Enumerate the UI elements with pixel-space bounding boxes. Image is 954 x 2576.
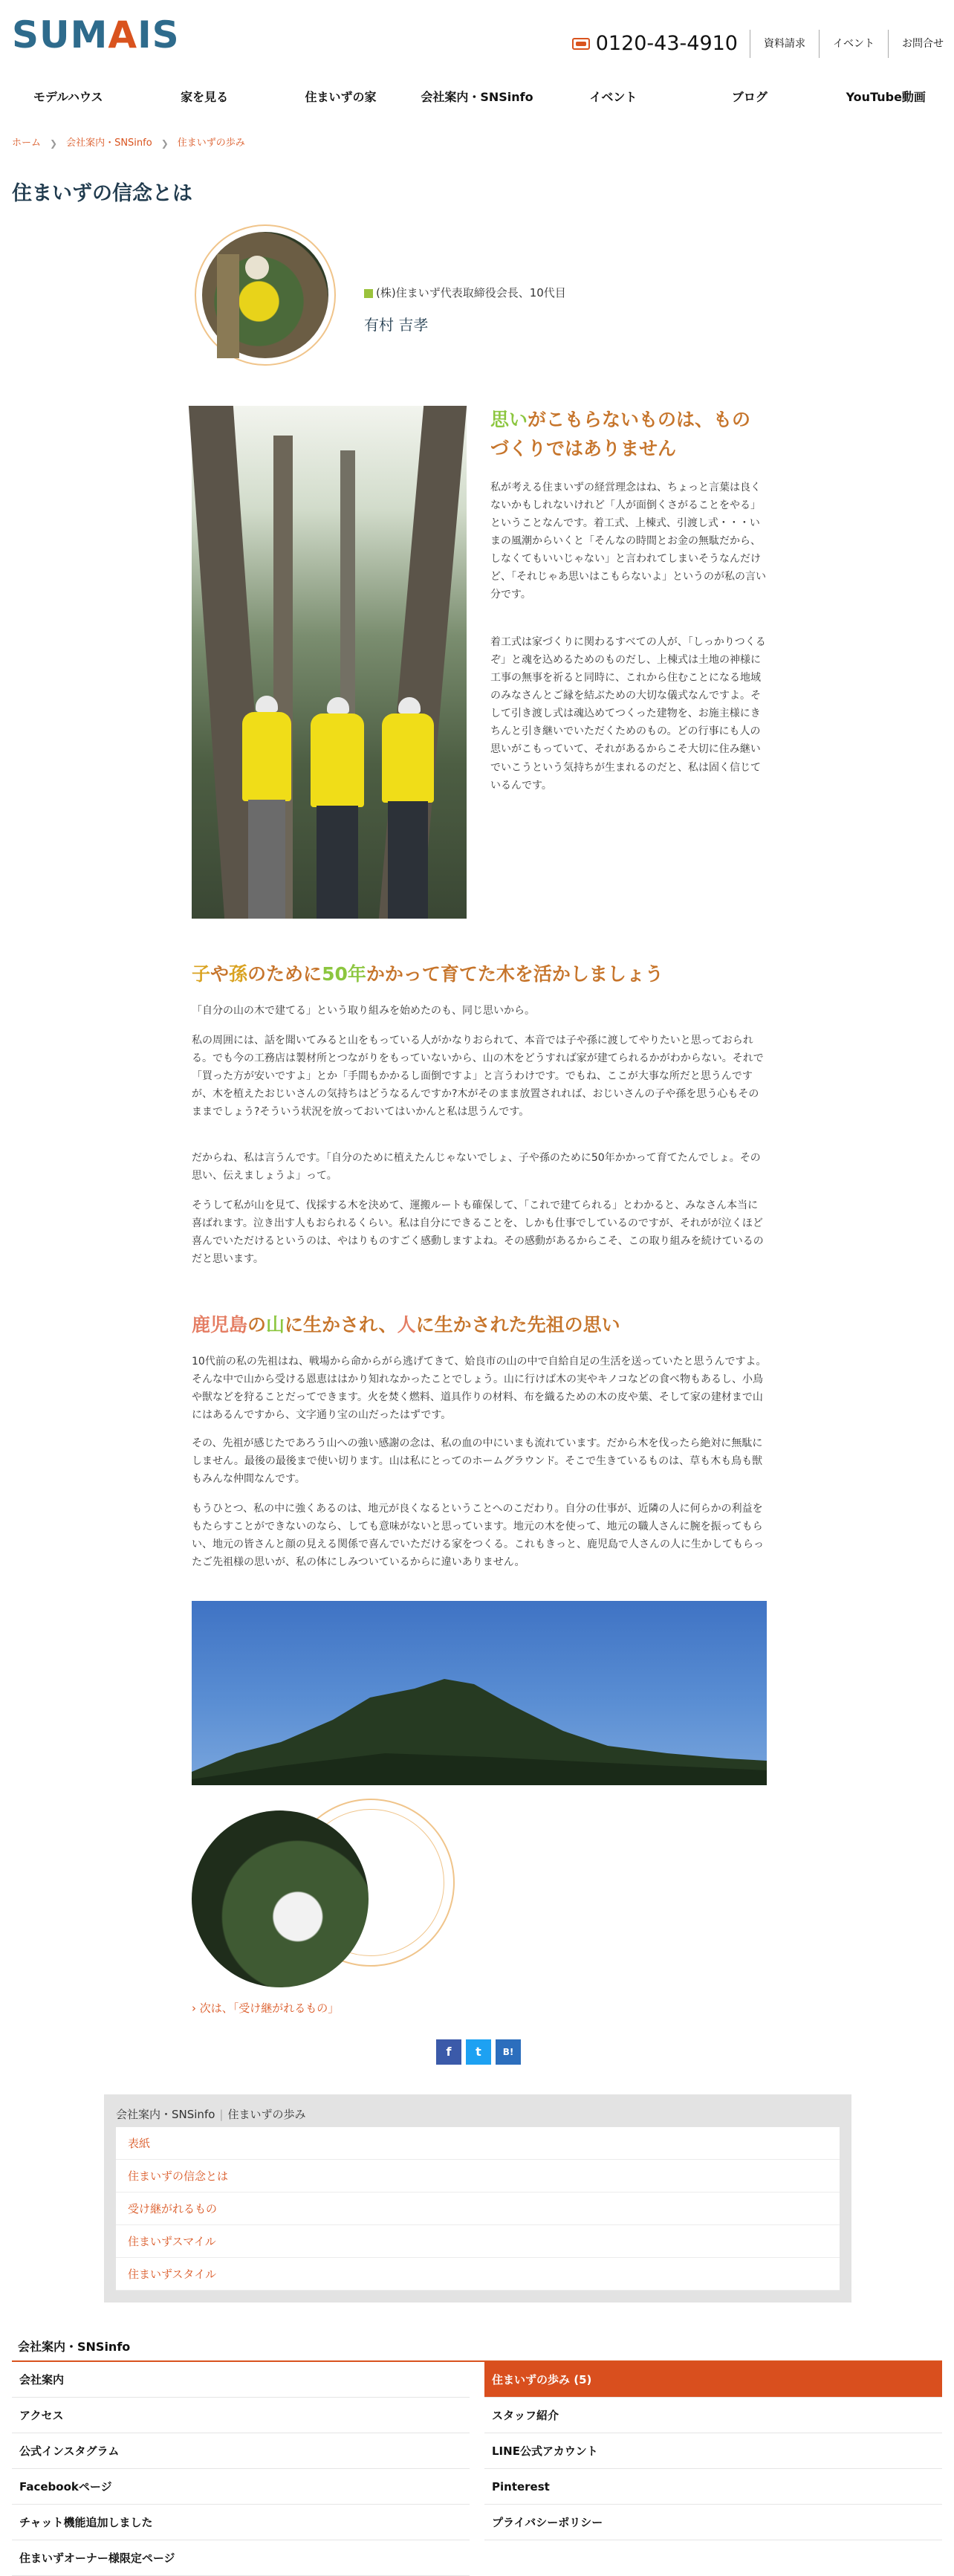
chevron-right-icon: ❯ xyxy=(160,137,169,149)
nav-blog[interactable]: ブログ xyxy=(731,89,768,104)
section3-title: 鹿児島の山に生かされ、人に生かされた先祖の思い xyxy=(192,1314,620,1336)
subnav-list xyxy=(116,2127,840,2291)
footer-item-company[interactable]: 会社案内 xyxy=(12,2362,470,2398)
breadcrumb-current[interactable]: 住まいずの歩み xyxy=(177,137,245,149)
footer-item-line[interactable]: LINE公式アカウント xyxy=(484,2433,942,2469)
footer-item-instagram[interactable]: 公式インスタグラム xyxy=(12,2433,470,2469)
footer-item-chat[interactable]: チャット機能追加しました xyxy=(12,2505,470,2540)
footer-item-privacy[interactable]: プライバシーポリシー xyxy=(484,2505,942,2540)
subnav-item-smile[interactable]: 住まいずスマイル xyxy=(116,2225,840,2258)
footer-item-owners[interactable]: 住まいずオーナー様限定ページ xyxy=(12,2540,470,2576)
share-buttons xyxy=(436,2039,521,2065)
breadcrumb-company[interactable]: 会社案内・SNSinfo xyxy=(66,137,152,149)
event-link[interactable]: イベント xyxy=(820,30,889,58)
section2-paragraph-3: だからね、私は言うんです。「自分のために植えたんじゃないでしょ、子や孫のために50年かかって育てたんでしょ。その思い、伝えましょうよ」って。 xyxy=(192,1152,761,1182)
header-utility xyxy=(572,30,944,58)
section1-paragraph-1: 私が考える住まいずの経営理念はね、ちょっと言葉は良くないかもしれないけれど「人が面倒くさがることをやる」ということなんです。着工式、上棟式、引渡し式・・・いまの風潮からいくと「そんなの時間とお金の無駄だから、しなくてもいいじゃない」と言われてしまいそうなんだけど、「それじゃあ思いはこもらないよ」というのが私の言い分です。 xyxy=(490,482,766,601)
nav-homes[interactable]: 家を見る xyxy=(181,89,229,104)
phone-number[interactable]: 0120-43-4910 xyxy=(595,32,738,56)
subnav-heading: 会社案内・SNSinfo | 住まいずの歩み xyxy=(116,2108,306,2121)
breadcrumb xyxy=(12,135,245,152)
subnav-item-belief[interactable]: 住まいずの信念とは xyxy=(116,2160,840,2192)
chevron-right-icon: ❯ xyxy=(50,137,58,149)
event-photo xyxy=(192,1810,369,1987)
square-bullet-icon xyxy=(364,289,373,298)
footer-item-pinterest[interactable]: Pinterest xyxy=(484,2469,942,2505)
nav-model-house[interactable]: モデルハウス xyxy=(33,89,103,104)
next-page-link[interactable]: › 次は、「受け継がれるもの」 xyxy=(192,2001,340,2015)
nav-youtube[interactable]: YouTube動画 xyxy=(846,89,926,104)
footer-title: 会社案内・SNSinfo xyxy=(18,2340,131,2354)
section3-paragraph-3: もうひとつ、私の中に強くあるのは、地元が良くなるということへのこだわり。自分の仕事が、近隣の人に何らかの利益をもたらすことができないのなら、しても意味がないと思っています。地元の木を使って、地元の職人さんに腕を振ってもらい、地元の皆さんと顔の見える関係で喜んでいただける家をつくる。これもきっと、鹿児島で人さんの人に生かしてもらったご先祖様の思いが、私の体にしみついているからに違いありません。 xyxy=(192,1503,764,1569)
section2-title: 子や孫のために50年かかって育てた木を活かしましょう xyxy=(192,963,663,985)
hatena-bookmark-icon[interactable]: B! xyxy=(496,2039,521,2065)
phone-contact[interactable] xyxy=(572,30,750,58)
subnav-item-cover[interactable]: 表紙 xyxy=(116,2127,840,2160)
page-title: 住まいずの信念とは xyxy=(12,182,192,205)
profile-photo xyxy=(195,224,336,366)
global-nav xyxy=(0,74,954,120)
section1-paragraph-2: 着工式は家づくりに関わるすべての人が、「しっかりつくるぞ」と魂を込めるためのものだし、上棟式は土地の神様に工事の無事を祈ると同時に、これから住むことになる地域のみなさんとご縁を結ぶための大切な儀式なんですよ。そして引き渡し式は魂込めてつくった建物を、お施主様にきちんと引き継いでいただくためのもの。どの行事にも人の思いがこもっていて、それがあるからこそ大切に住み継いでいこうという気持ちが生まれるのだと、私は固く信じているんです。 xyxy=(490,636,766,792)
request-docs-link[interactable]: 資料請求 xyxy=(750,30,820,58)
profile-name: 有村 吉孝 xyxy=(364,316,429,334)
subnav-item-style[interactable]: 住まいずスタイル xyxy=(116,2258,840,2291)
profile-role: (株)住まいず代表取締役会長、10代目 xyxy=(364,284,566,303)
footer-item-access[interactable]: アクセス xyxy=(12,2398,470,2433)
mountain-photo xyxy=(192,1601,767,1785)
forest-photo xyxy=(192,406,467,919)
phone-icon xyxy=(572,38,590,50)
section3-paragraph-1: 10代前の私の先祖はね、戦場から命からがら逃げてきて、姶良市の山の中で自給自足の生活を送っていたと思うんですよ。そんな中で山から受ける恩恵ははかり知れなかったことでしょう。山に行けば木の実やキノコなどの食べ物もあるし、小鳥や獣などを狩ることだってできます。火を焚く燃料、道具作りの材料、布を織るための木の皮や葉、そして家の建材まで山にはあるんですから、文字通り宝の山だったはずです。 xyxy=(192,1356,767,1422)
footer-item-facebook[interactable]: Facebookページ xyxy=(12,2469,470,2505)
section-subnav xyxy=(104,2094,851,2302)
nav-event[interactable]: イベント xyxy=(589,89,637,104)
mountain-silhouette xyxy=(192,1601,767,1785)
footer-item-history[interactable]: 住まいずの歩み (5) xyxy=(484,2362,942,2398)
nav-sumais-home[interactable]: 住まいずの家 xyxy=(305,89,377,104)
nav-company[interactable]: 会社案内・SNSinfo xyxy=(421,89,533,104)
section2-paragraph-4: そうして私が山を見て、伐採する木を決めて、運搬ルートも確保して、「これで建てられる」とわかると、みなさん本当に喜ばれます。泣き出す人もおられるくらい。私は自分にできることを、しかも仕事でしているのですが、それがが泣くほど喜んでいただけるというのは、やはりものすごく感動しますよね。その感動があるからこそ、この取り組みを続けているのだと思います。 xyxy=(192,1200,764,1266)
subnav-item-inheritance[interactable]: 受け継がれるもの xyxy=(116,2192,840,2225)
footer-links xyxy=(12,2362,942,2576)
section1-title: 思いがこもらないものは、ものづくりではありません xyxy=(490,409,751,459)
section2-paragraph-1: 「自分の山の木で建てる」という取り組みを始めたのも、同じ思いから。 xyxy=(192,1005,535,1017)
contact-link[interactable]: お問合せ xyxy=(902,38,944,50)
footer-item-staff[interactable]: スタッフ紹介 xyxy=(484,2398,942,2433)
facebook-share-icon[interactable]: f xyxy=(436,2039,461,2065)
section2-paragraph-2: 私の周囲には、話を聞いてみると山をもっている人がかなりおられて、本音では子や孫に渡してやりたいと思っておられる。でも今の工務店は製材所とつながりをもっていないから、山の木をどうすれば家が建てられるかがわからない。それで「買った方が安いですよ」とか「手間もかかるし面倒ですよ」と言うわけです。でもね、ここが大事な所だと思うんですが、木を植えたおじいさんの気持ちはどうなるんですか?木がそのまま放置されれば、おじいさんの子や孫を思う心もそのままでしょう?そういう状況を放っておいてはいかんと私は思うんです。 xyxy=(192,1035,764,1119)
twitter-share-icon[interactable]: t xyxy=(466,2039,491,2065)
section3-paragraph-2: その、先祖が感じたであろう山への強い感謝の念は、私の血の中にいまも流れています。だから木を伐ったら絶対に無駄にしません。最後の最後まで使い切ります。山は私にとってのホームグラウンド。そこで生きているものは、草も木も鳥も獣もみんな仲間なんです。 xyxy=(192,1437,763,1486)
site-header xyxy=(0,0,954,74)
site-logo[interactable]: SUMAIS xyxy=(12,13,180,56)
breadcrumb-home[interactable]: ホーム xyxy=(12,137,42,149)
